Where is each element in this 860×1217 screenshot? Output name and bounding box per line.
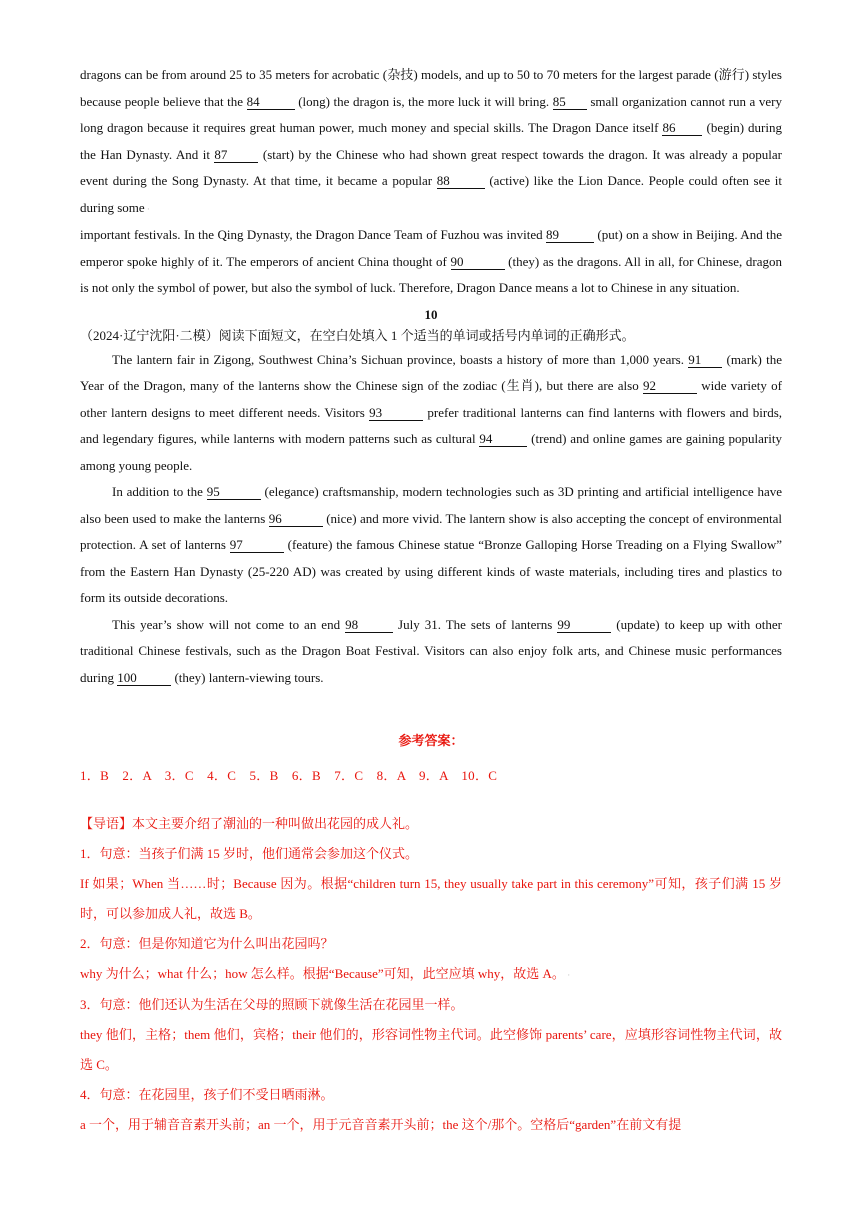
blank-88[interactable]: 88 <box>437 174 485 189</box>
blank-94[interactable]: 94 <box>479 432 527 447</box>
passage-9-continuation: important festivals. In the Qing Dynasty, the Dragon Dance Team of Fuzhou was invited 89 (put) on a show in Beijing. And the emperor spoke highly of it. The emperors of ancient China thought of 90 (they) as the dragons. All in all, for Chinese, dragon is not only the symbol of power, but also the symbol of luck. Therefore, Dragon Dance means a lot to Chinese in any situation. <box>80 227 782 295</box>
blank-96[interactable]: 96 <box>269 512 323 527</box>
passage-10-paragraph-1: The lantern fair in Zigong, Southwest China’s Sichuan province, boasts a history of more than 1,000 years. 91 (mark) the Year of the Dragon, many of the lanterns show the Chinese sign of the zodiac (生肖), but there are also 92 wide variety of other lantern designs to meet different needs. Visitors 93 prefer traditional lanterns can find lanterns with flowers and birds, and legendary figures, while lanterns with modern patterns such as cultural 94 (trend) and online games are gaining popularity among young people. <box>80 351 783 473</box>
explanation-3-body: they 他们，主格；them 他们，宾格；their 他们的，形容词性物主代词。此空修饰 parents’ care，应填形容词性物主代词，故选 C。 <box>80 1027 782 1072</box>
blank-85[interactable]: 85 <box>553 95 587 110</box>
blank-92[interactable]: 92 <box>643 379 697 394</box>
explanation-2-body: why 为什么；what 什么；how 怎么样。根据“Because”可知，此空应填 why，故选 A。 · <box>80 966 571 981</box>
blank-84[interactable]: 84 <box>247 95 295 110</box>
explanation-4-title: 4．句意：在花园里，孩子们不受日晒雨淋。 <box>80 1087 334 1102</box>
explanation-2-title: 2．句意：但是你知道它为什么叫出花园吗？ <box>80 936 334 951</box>
explanation-4-body: a 一个，用于辅音音素开头前；an 一个，用于元音音素开头前；the 这个/那个。空格后“garden”在前文有提 <box>80 1117 682 1132</box>
answer-title: 参考答案： <box>398 733 464 748</box>
passage-9-paragraph: dragons can be from around 25 to 35 meters for acrobatic (杂技) models, and up to 50 to 70 meters for the largest parade (游行) styles because people believe that the 84 (long) the dragon is, the more luck it will bring. 85 small organization cannot run a very long dragon because it requires great human power, much money and special skills. The Dragon Dance itself 86 (begin) during the Han Dynasty. And it 87 (start) by the Chinese who had shown great respect towards the dragon. It was already a popular event during the Song Dynasty. At that time, it became a popular 88 (active) like the Lion Dance. People could often see it during some · <box>80 67 783 215</box>
answer-list: 1．B 2．A 3．C 4．C 5．B 6．B 7．C 8．A 9．A 10．C <box>80 768 498 783</box>
document-page <box>80 62 782 1140</box>
guide-text: 【导语】本文主要介绍了潮汕的一种叫做出花园的成人礼。 <box>80 816 419 831</box>
passage-10 <box>80 347 782 692</box>
explanation-1-title: 1．句意：当孩子们满 15 岁时，他们通常会参加这个仪式。 <box>80 846 419 861</box>
blank-95[interactable]: 95 <box>207 485 261 500</box>
blank-91[interactable]: 91 <box>688 353 722 368</box>
blank-100[interactable]: 100 <box>117 671 171 686</box>
explanation-1-body: If 如果；When 当……时；Because 因为。根据“children turn 15, they usually take part in this ceremony”可知，孩子们满 15 岁时，可以参加成人礼，故选 B。 <box>80 876 782 921</box>
blank-98[interactable]: 98 <box>345 618 393 633</box>
blank-99[interactable]: 99 <box>557 618 611 633</box>
instruction-line: （2024·辽宁沈阳·二模）阅读下面短文，在空白处填入 1 个适当的单词或括号内单词的正确形式。 <box>80 327 635 343</box>
blank-90[interactable]: 90 <box>451 255 505 270</box>
passage-10-paragraph-2: In addition to the 95 (elegance) craftsmanship, modern technologies such as 3D printing and artificial intelligence have also been used to make the lanterns 96 (nice) and more vivid. The lantern show is also accepting the concept of environmental protection. A set of lanterns 97 (feature) the famous Chinese statue “Bronze Galloping Horse Treading on a Flying Swallow” from the Eastern Han Dynasty (25-220 AD) was created by using different kinds of waste materials, including tires and plastics to form its outside decorations. <box>80 484 782 605</box>
blank-97[interactable]: 97 <box>230 538 284 553</box>
blank-89[interactable]: 89 <box>546 228 594 243</box>
blank-93[interactable]: 93 <box>369 406 423 421</box>
passage-9 <box>80 62 782 302</box>
question-number: 10 <box>424 306 438 322</box>
blank-86[interactable]: 86 <box>662 121 702 136</box>
stray-mark: · <box>144 203 150 214</box>
passage-10-paragraph-3: This year’s show will not come to an end 98 July 31. The sets of lanterns 99 (update) to keep up with other traditional Chinese festivals, such as the Dragon Boat Festival. Visitors can also enjoy folk arts, and Chinese music performances during 100 (they) lantern-viewing tours. <box>80 616 782 685</box>
blank-87[interactable]: 87 <box>214 148 258 163</box>
explanation-3-title: 3．句意：他们还认为生活在父母的照顾下就像生活在花园里一样。 <box>80 997 464 1012</box>
explanations <box>80 809 782 1140</box>
stray-mark: · <box>564 970 571 980</box>
